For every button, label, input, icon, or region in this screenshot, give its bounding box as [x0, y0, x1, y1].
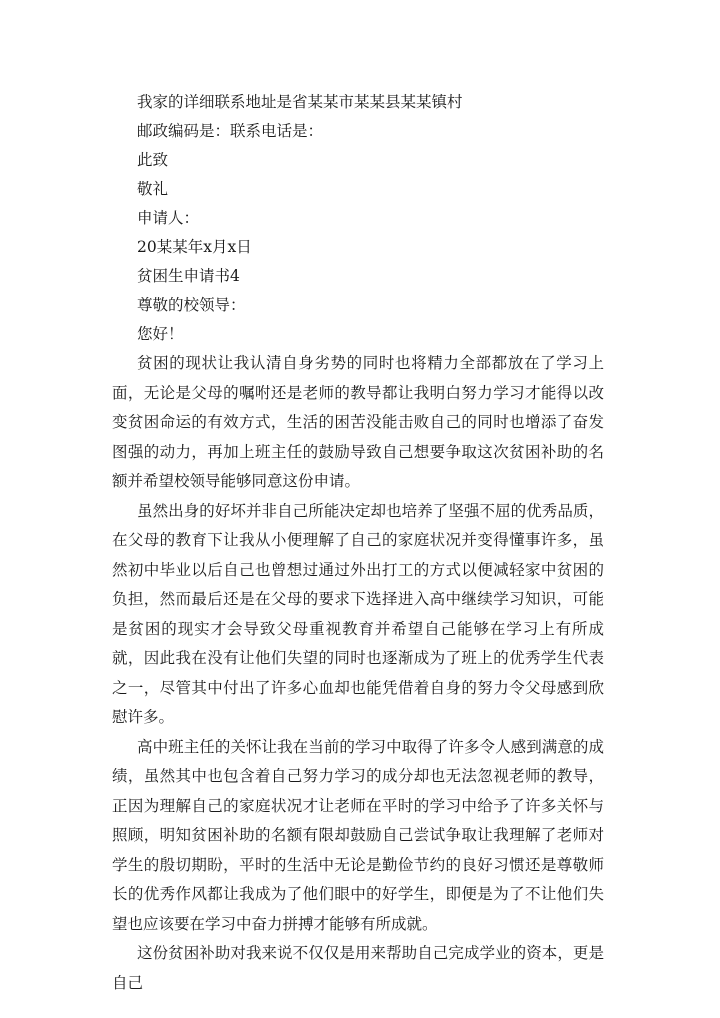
closing-salutation-1: 此致: [137, 151, 169, 169]
document-page: [112, 88, 604, 998]
greeting-hello: 您好！: [137, 325, 184, 343]
closing-salutation-2: 敬礼: [137, 180, 169, 198]
address-line: 我家的详细联系地址是省某某市某某县某某镇村: [137, 93, 463, 111]
greeting-recipient: 尊敬的校领导：: [137, 296, 246, 314]
body-paragraph-1: 贫困的现状让我认清自身劣势的同时也将精力全部都放在了学习上面，无论是父母的嘱咐还是老师的教导都让我明白努力学习才能得以改变贫困命运的有效方式，生活的困苦没能击败自己的同时也增添了奋发图强的动力，再加上班主任的鼓励导致自己想要争取这次贫困补助的名额并希望校领导能够同意这份申请。: [112, 354, 604, 490]
applicant-line: 申请人：: [137, 209, 200, 227]
body-paragraph-4: 这份贫困补助对我来说不仅仅是用来帮助自己完成学业的资本，更是自己: [112, 944, 604, 992]
body-paragraph-2: 虽然出身的好坏并非自己所能决定却也培养了坚强不屈的优秀品质，在父母的教育下让我从小便理解了自己的家庭状况并变得懂事许多，虽然初中毕业以后自己也曾想过通过外出打工的方式以便减轻家中贫困的负担，然而最后还是在父母的要求下选择进入高中继续学习知识，可能是贫困的现实才会导致父母重视教育并希望自己能够在学习上有所成就，因此我在没有让他们失望的同时也逐渐成为了班上的优秀学生代表之一，尽管其中付出了许多心血却也能凭借着自身的努力令父母感到欣慰许多。: [112, 501, 604, 726]
postal-phone-line: 邮政编码是：联系电话是：: [137, 122, 324, 140]
section-title: 贫困生申请书4: [137, 267, 240, 285]
body-paragraph-3: 高中班主任的关怀让我在当前的学习中取得了许多令人感到满意的成绩，虽然其中也包含着自己努力学习的成分却也无法忽视老师的教导，正因为理解自己的家庭状况才让老师在平时的学习中给予了许多关怀与照顾，明知贫困补助的名额有限却鼓励自己尝试争取让我理解了老师对学生的殷切期盼，平时的生活中无论是勤俭节约的良好习惯还是尊敬师长的优秀作风都让我成为了他们眼中的好学生，即便是为了不让他们失望也应该要在学习中奋力拼搏才能够有所成就。: [112, 737, 604, 933]
date-line: 20某某年x月x日: [137, 238, 252, 256]
